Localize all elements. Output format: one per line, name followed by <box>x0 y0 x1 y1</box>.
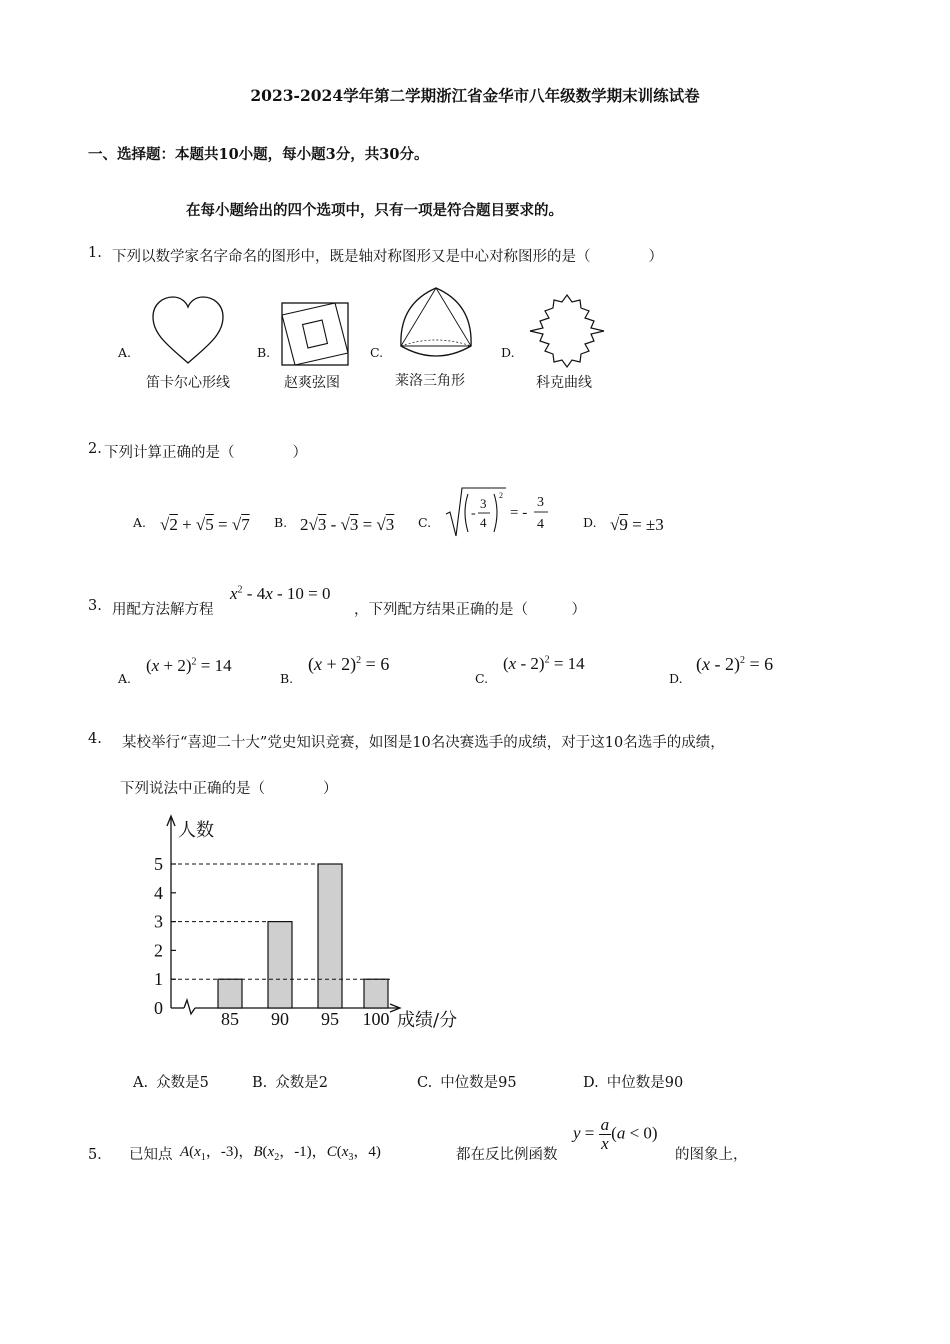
page-title: 2023-2024学年第二学期浙江省金华市八年级数学期末训练试卷 <box>250 86 700 105</box>
q4-option-b[interactable]: B. 众数是2 <box>252 1075 328 1091</box>
q5-stem-after: 的图象上， <box>675 1147 748 1163</box>
q1-option-a-caption: 笛卡尔心形线 <box>146 375 230 391</box>
score-bar-chart <box>140 812 480 1032</box>
q2-option-a-letter[interactable]: A. <box>133 515 147 530</box>
q3-stem-before: 用配方法解方程 <box>112 602 214 618</box>
q1-stem: 下列以数学家名字命名的图形中，既是轴对称图形又是中心对称图形的是（ ） <box>112 249 663 265</box>
svg-text:4: 4 <box>537 517 544 532</box>
q3-option-a-expr: $(x + 2)^2 = 14$ <box>146 656 232 675</box>
q3-option-b-expr: $(x + 2)^2 = 6$ <box>308 654 390 674</box>
q4-option-a[interactable]: A. 众数是5 <box>133 1075 209 1091</box>
q5-stem-mid: 都在反比例函数 <box>456 1147 558 1163</box>
bar <box>364 979 388 1008</box>
q3-option-c-expr: (x - 2)$^2$ = 14 <box>503 654 585 673</box>
q2-option-b-expr: 2√3 - √3 = √3 <box>300 515 395 534</box>
q3-option-d-expr: (x - 2)$^2$ = 6 <box>696 654 774 674</box>
svg-text:2: 2 <box>499 491 503 500</box>
q4-number: 4. <box>88 731 102 747</box>
q2-option-c-expr <box>444 484 560 542</box>
q4-stem-line2: 下列说法中正确的是（ ） <box>120 781 338 797</box>
koch-snowflake-figure <box>524 292 610 370</box>
svg-text:-: - <box>471 506 476 521</box>
x-axis-label: 成绩/分 <box>397 1010 458 1031</box>
section-heading: 一、选择题：本题共10小题，每小题3分，共30分。 <box>88 146 429 163</box>
bar <box>268 922 292 1008</box>
svg-text:4: 4 <box>480 515 487 530</box>
q3-stem-after: ，下列配方结果正确的是（ ） <box>354 602 586 618</box>
q1-option-b-caption: 赵爽弦图 <box>284 375 340 391</box>
q5-points: $A(x_1$，-3)，$B(x_2$，-1)，$C(x_3$，4) <box>180 1144 381 1163</box>
section-instruction: 在每小题给出的四个选项中，只有一项是符合题目要求的。 <box>186 202 563 219</box>
y-tick-label: 2 <box>154 940 163 961</box>
q5-number: 5． <box>88 1147 112 1163</box>
q3-equation: $x^2 - 4x - 10 = 0$ <box>230 584 331 603</box>
q2-option-a-expr: √2 + √5 = √7 <box>160 515 250 534</box>
bar <box>318 864 342 1008</box>
y-tick-label: 5 <box>154 854 163 874</box>
svg-text:3: 3 <box>537 495 544 510</box>
bar <box>218 979 242 1008</box>
q1-option-c-caption: 莱洛三角形 <box>395 373 465 389</box>
q1-number: 1. <box>88 245 102 261</box>
y-tick-label: 3 <box>154 911 163 932</box>
x-tick-label: 100 <box>362 1009 390 1029</box>
q3-option-b-letter[interactable]: B. <box>280 671 294 686</box>
reuleaux-triangle-figure <box>395 286 477 364</box>
y-axis-label: 人数 <box>178 820 214 841</box>
q2-option-d-letter[interactable]: D. <box>583 515 597 530</box>
q2-option-b-letter[interactable]: B. <box>274 515 288 530</box>
x-axis-break <box>184 1000 195 1014</box>
y-tick-label: 4 <box>154 882 163 903</box>
q3-option-d-letter[interactable]: D. <box>669 671 683 686</box>
q1-option-d-caption: 科克曲线 <box>536 375 592 391</box>
q1-option-d-letter[interactable]: D. <box>501 345 515 360</box>
q3-number: 3. <box>88 598 102 614</box>
zhaoshuang-figure <box>281 302 349 366</box>
q4-option-c[interactable]: C. 中位数是95 <box>417 1075 517 1091</box>
y-tick-label: 0 <box>154 998 163 1018</box>
svg-text:3: 3 <box>480 496 487 511</box>
cardioid-figure <box>150 295 226 367</box>
y-tick-label: 1 <box>154 969 163 990</box>
q2-stem: 下列计算正确的是（ ） <box>104 445 307 461</box>
q2-option-d-expr: √9 = ±3 <box>610 515 664 534</box>
q4-option-d[interactable]: D. 中位数是90 <box>583 1075 684 1091</box>
q3-option-a-letter[interactable]: A. <box>118 671 132 686</box>
q2-number: 2. <box>88 441 102 457</box>
q1-option-a-letter[interactable]: A. <box>118 345 132 360</box>
q1-option-c-letter[interactable]: C. <box>370 345 384 360</box>
q5-function: y = $\frac{a}{x}$ (a < 0) <box>573 1115 658 1153</box>
x-tick-label: 95 <box>321 1009 339 1029</box>
q2-option-c-letter[interactable]: C. <box>418 515 432 530</box>
q1-option-b-letter[interactable]: B. <box>257 345 271 360</box>
svg-text:= -: = - <box>510 505 528 521</box>
q3-option-c-letter[interactable]: C. <box>475 671 489 686</box>
x-tick-label: 90 <box>271 1009 289 1029</box>
x-tick-label: 85 <box>221 1009 239 1029</box>
q4-stem-line1: 某校举行“喜迎二十大”党史知识竞赛，如图是10名决赛选手的成绩，对于这10名选手的成绩， <box>122 735 725 751</box>
q5-stem-before: 已知点 <box>129 1147 173 1163</box>
